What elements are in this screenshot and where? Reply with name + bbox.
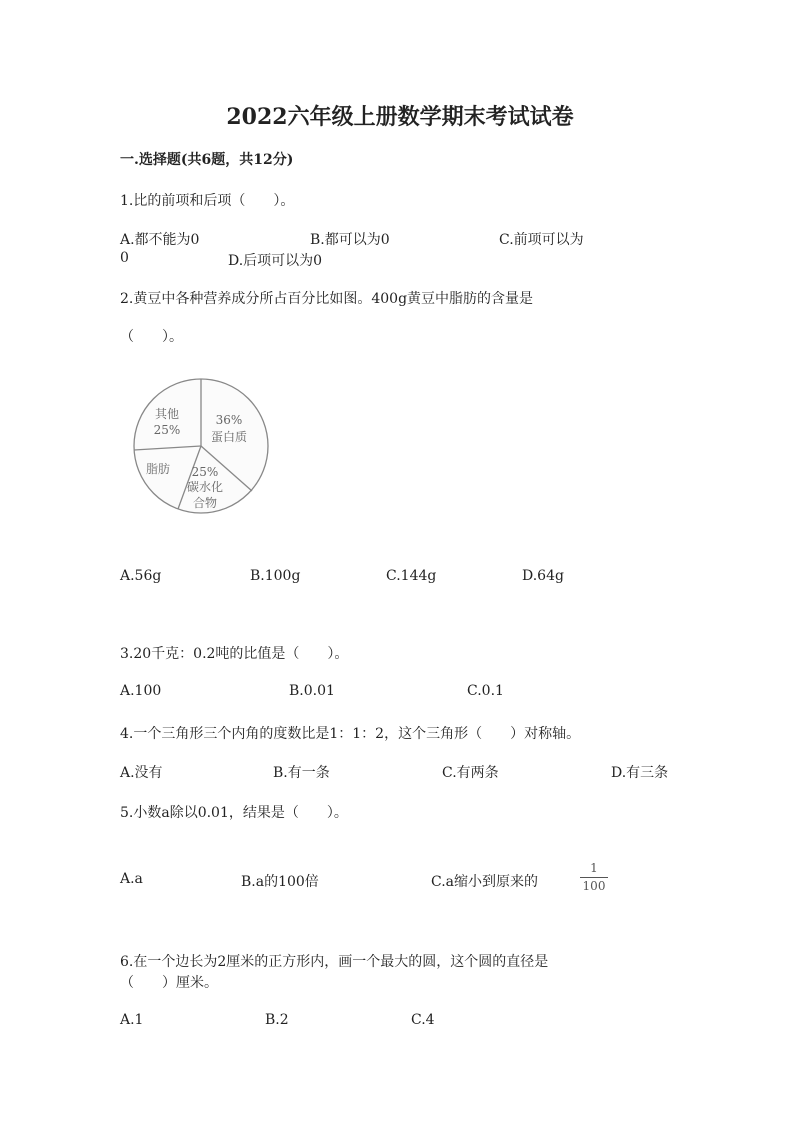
- q5-option-c: C.a缩小到原来的: [431, 874, 539, 890]
- question-6-stem: 6.在一个边长为2厘米的正方形内，画一个最大的圆，这个圆的直径是: [120, 954, 549, 970]
- question-1-stem: 1.比的前项和后项（ ）。: [120, 193, 295, 209]
- question-5-stem: 5.小数a除以0.01，结果是（ ）。: [120, 805, 348, 821]
- q3-option-a: A.100: [120, 683, 162, 699]
- pie-label-other-name: 其他: [154, 407, 180, 421]
- section-heading: 一.选择题(共6题，共12分): [120, 152, 294, 168]
- q3-option-b: B.0.01: [289, 683, 335, 699]
- page-title: 2022六年级上册数学期末考试试卷: [226, 104, 574, 130]
- pie-label-carb-name2: 合物: [192, 496, 218, 510]
- pie-label-protein-pct: 36%: [215, 413, 243, 427]
- q4-option-c: C.有两条: [442, 765, 499, 781]
- q2-option-d: D.64g: [522, 568, 564, 584]
- question-2-stem-cont: （ ）。: [120, 329, 183, 345]
- question-4-stem: 4.一个三角形三个内角的度数比是1：1：2，这个三角形（ ）对称轴。: [120, 726, 581, 742]
- q6-option-b: B.2: [265, 1012, 289, 1028]
- q1-option-a: A.都不能为0: [120, 232, 200, 248]
- q2-option-a: A.56g: [120, 568, 162, 584]
- q4-option-a: A.没有: [120, 765, 163, 781]
- q2-option-b: B.100g: [250, 568, 301, 584]
- q4-option-b: B.有一条: [273, 765, 330, 781]
- fraction-bar: [580, 877, 608, 878]
- q5-option-c-fraction: [580, 862, 608, 893]
- q3-option-c: C.0.1: [467, 683, 504, 699]
- q1-option-b: B.都可以为0: [310, 232, 390, 248]
- fraction-denominator: 100: [582, 879, 606, 893]
- pie-label-carb-name1: 碳水化: [186, 480, 224, 494]
- q2-option-c: C.144g: [386, 568, 437, 584]
- pie-label-fat-name: 脂肪: [145, 462, 171, 476]
- question-3-stem: 3.20千克：0.2吨的比值是（ ）。: [120, 646, 349, 662]
- pie-label-other-pct: 25%: [153, 423, 181, 437]
- q6-option-c: C.4: [411, 1012, 435, 1028]
- q5-option-b: B.a的100倍: [241, 874, 319, 890]
- nutrition-pie-chart: [126, 378, 276, 518]
- question-2-stem: 2.黄豆中各种营养成分所占百分比如图。400g黄豆中脂肪的含量是: [120, 291, 534, 307]
- q4-option-d: D.有三条: [611, 765, 669, 781]
- q6-option-a: A.1: [120, 1012, 144, 1028]
- q1-option-c: C.前项可以为: [499, 232, 584, 248]
- fraction-numerator: 1: [590, 861, 598, 875]
- pie-label-protein-name: 蛋白质: [210, 430, 248, 444]
- q1-option-c-cont: 0: [120, 250, 129, 266]
- pie-label-carb-pct: 25%: [191, 465, 219, 479]
- q5-option-a: A.a: [120, 871, 143, 887]
- question-6-stem-cont: （ ）厘米。: [120, 975, 218, 991]
- q1-option-d: D.后项可以为0: [228, 253, 323, 269]
